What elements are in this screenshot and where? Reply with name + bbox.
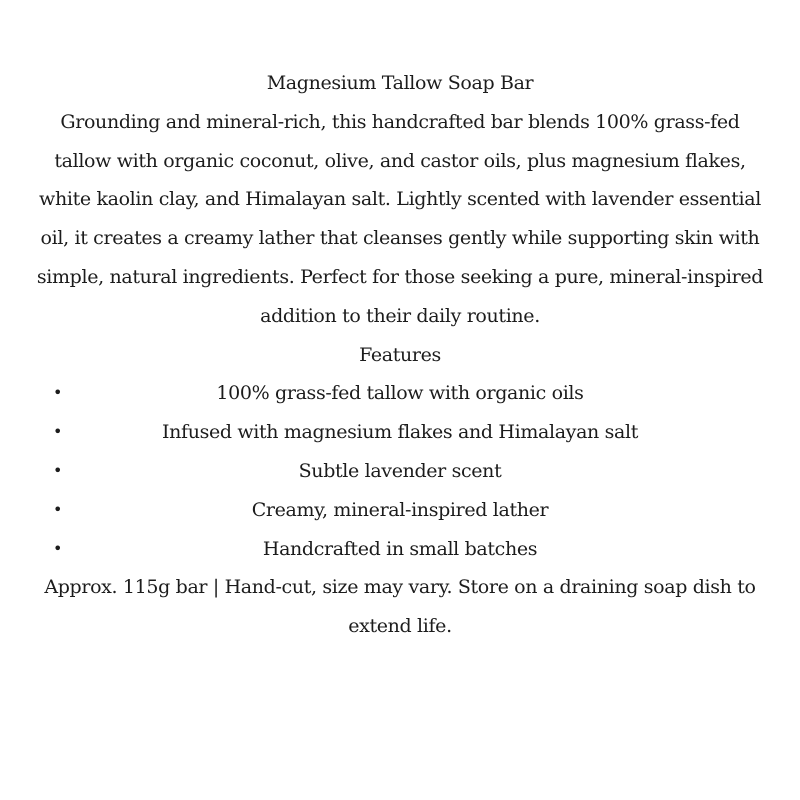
feature-item [24, 530, 776, 569]
feature-text: Subtle lavender scent [298, 459, 502, 482]
feature-item [24, 413, 776, 452]
product-title: Magnesium Tallow Soap Bar [266, 72, 534, 94]
features-list [24, 374, 776, 568]
bullet-icon: • [53, 460, 63, 480]
size-care-note: Approx. 115g bar | Hand-cut, size may vary. Store on a draining soap dish to extend life. [44, 576, 756, 638]
product-description: Grounding and mineral-rich, this handcrafted bar blends 100% grass-fed tallow with organic coconut, olive, and castor oils, plus magnesium flakes, white kaolin clay, and Himalayan salt. Lightly scented with lavender essential oil, it creates a creamy lather that cleanses gently while supporting skin with simple, natural ingredients. Perfect for those seeking a pure, mineral-inspired addition to their daily routine. [36, 110, 764, 327]
product-description-document [24, 64, 776, 646]
feature-item [24, 491, 776, 530]
features-heading: Features [359, 343, 441, 366]
bullet-icon: • [53, 499, 63, 519]
feature-item [24, 374, 776, 413]
feature-item [24, 452, 776, 491]
feature-text: 100% grass-fed tallow with organic oils [216, 382, 584, 405]
feature-text: Infused with magnesium flakes and Himalayan salt [161, 421, 639, 444]
feature-text: Handcrafted in small batches [262, 537, 538, 560]
bullet-icon: • [53, 422, 63, 442]
bullet-icon: • [53, 383, 63, 403]
bullet-icon: • [53, 538, 63, 558]
feature-text: Creamy, mineral-inspired lather [251, 498, 549, 521]
